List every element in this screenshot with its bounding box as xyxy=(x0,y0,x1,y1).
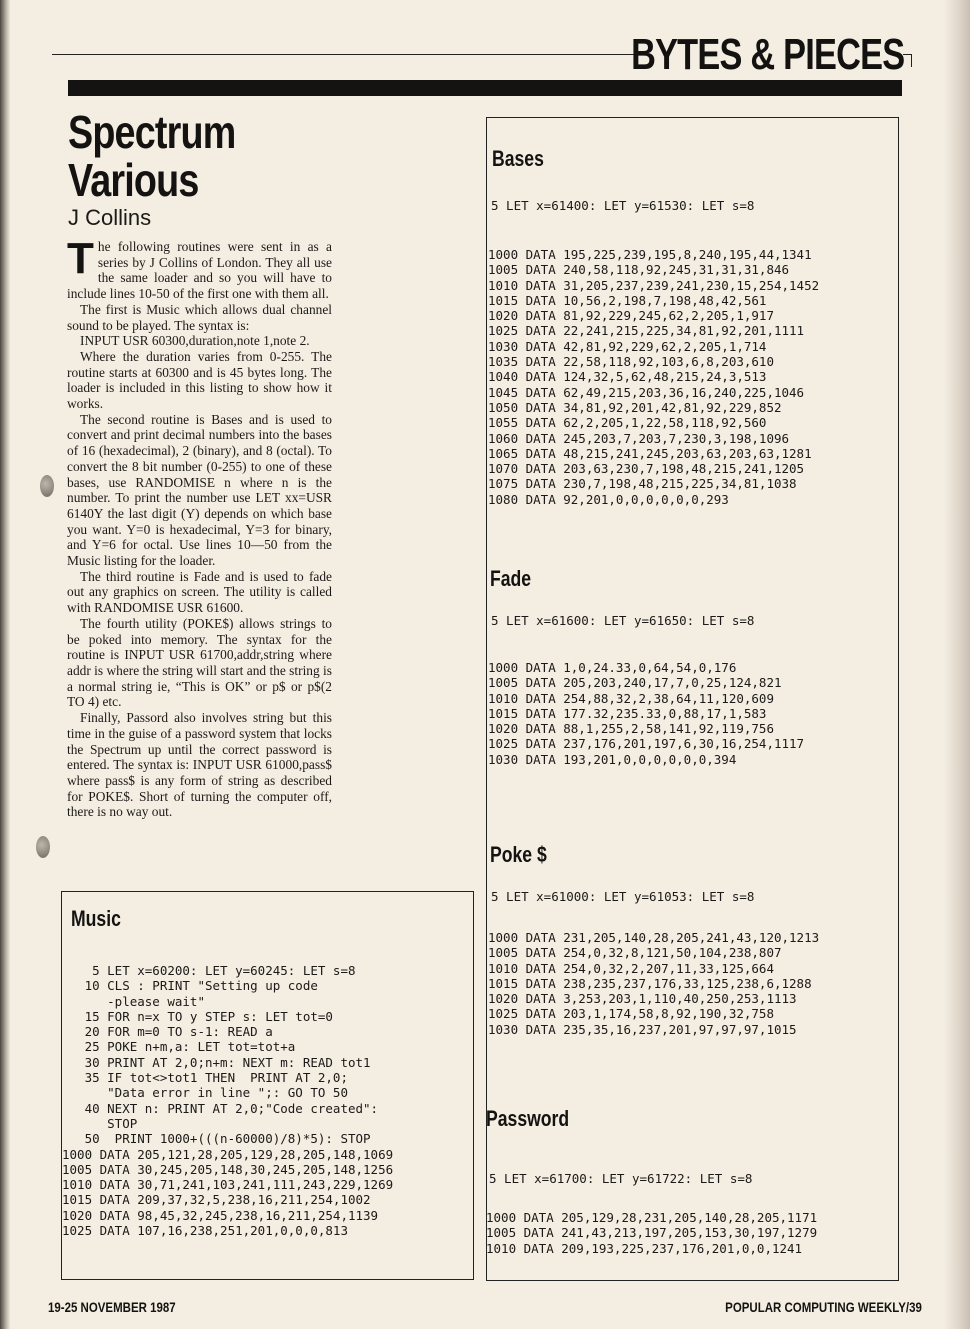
bases-listing-code: 1000 DATA 195,225,239,195,8,240,195,44,1341 1005 DATA 240,58,118,92,245,31,31,31,846 1010 DATA 31,205,237,239,241,230,15,254,1452 1015 DATA 10,56,2,198,7,198,48,42,561 1020 DATA 81,92,229,245,62,2,205,1,917 1025 DATA 22,241,215,225,34,81,92,201,1111 1030 DATA 42,81,92,229,62,2,205,1,714 1035 DATA 22,58,118,92,103,6,8,203,610 1040 DATA 124,32,5,62,48,215,24,3,513 1045 DATA 62,49,215,203,36,16,240,225,1046 1050 DATA 34,81,92,201,42,81,92,229,852 1055 DATA 62,2,205,1,22,58,118,92,560 1060 DATA 245,203,7,203,7,230,3,198,1096 1065 DATA 48,215,241,245,203,63,203,63,1281 1070 DATA 203,63,230,7,198,48,215,241,1205 1075 DATA 230,7,198,48,215,225,34,81,1038 1080 DATA 92,201,0,0,0,0,0,0,293 xyxy=(488,247,820,507)
poke-let-line: 5 LET x=61000: LET y=61053: LET s=8 xyxy=(491,889,755,904)
poke-listing-code: 1000 DATA 231,205,140,28,205,241,43,120,1213 1005 DATA 254,0,32,8,121,50,104,238,807 1010 DATA 254,0,32,2,207,11,33,125,664 1015 DATA 238,235,237,176,33,125,238,6,1288 1020 DATA 3,253,203,1,110,40,250,253,1113 1025 DATA 203,1,174,58,8,92,190,32,758 1030 DATA 235,35,16,237,201,97,97,97,1015 xyxy=(488,930,820,1037)
fade-listing-code: 1000 DATA 1,0,24.33,0,64,54,0,176 1005 DATA 205,203,240,17,7,0,25,124,821 1010 DATA 254,88,32,2,38,64,11,120,609 1015 DATA 177.32,235.33,0,88,17,1,583 1020 DATA 88,1,255,2,58,141,92,119,756 1025 DATA 237,176,201,197,6,30,16,254,1117 1030 DATA 193,201,0,0,0,0,0,0,394 xyxy=(488,660,805,767)
password-listing-title: Password xyxy=(486,1106,570,1131)
drop-cap: T xyxy=(67,234,94,283)
article-title xyxy=(68,108,235,204)
article-title-line1: Spectrum xyxy=(68,106,236,158)
bases-let-line: 5 LET x=61400: LET y=61530: LET s=8 xyxy=(491,198,755,213)
bases-listing-title: Bases xyxy=(492,146,544,171)
article-byline: J Collins xyxy=(68,205,152,230)
article-paragraph: The third routine is Fade and is used to fade out any graphics on screen. The utility is called with RANDOMISE USR 61600. xyxy=(67,568,332,616)
section-header: BYTES & PIECES xyxy=(630,30,904,79)
header-rule-tick xyxy=(903,54,912,67)
page-right-edge xyxy=(944,0,970,1329)
page-left-edge xyxy=(0,0,10,1329)
binder-hole xyxy=(36,836,50,858)
binder-hole xyxy=(40,475,54,497)
article-paragraph: Finally, Passord also involves string but this time in the guise of a password system that locks the Spectrum up until the correct password is entered. The syntax is: INPUT USR 61000,pass$ where pass$ is any form of string as described for POKE$. Short of turning the computer off, there is no way out. xyxy=(67,710,332,820)
header-rule xyxy=(52,54,642,55)
music-listing-title: Music xyxy=(71,906,121,931)
article-paragraph: The first is Music which allows dual channel sound to be played. The syntax is: xyxy=(67,301,332,333)
article-paragraph: The second routine is Bases and is used to convert and print decimal numbers into the bases of 16 (hexadecimal), 2 (binary), and 8 (octal). To convert the 8 bit number (0-255) to one of these bases, use RANDOMISE n where n is the number. To print the number use LET xx=USR 6140Y the last digit (Y) depends on which base you want. Y=0 is hexadecimal, Y=3 for binary, and Y=6 for octal. Use lines 10—50 from the Music listing for the loader. xyxy=(67,411,332,569)
article-paragraph: The following routines were sent in as a series by J Collins of London. They all use the same loader and so you will have to include lines 10-50 of the first one with them all. xyxy=(67,234,332,302)
article-paragraph: Where the duration varies from 0-255. The routine starts at 60300 and is 45 bytes long. The loader is included in this listing to show how it works. xyxy=(67,348,332,412)
article-title-line2: Various xyxy=(68,154,199,206)
music-listing-code: 5 LET x=60200: LET y=60245: LET s=8 10 CLS : PRINT "Setting up code -please wait" 15 FOR n=x TO y STEP s: LET tot=0 20 FOR m=0 TO s-1: READ a 25 POKE n+m,a: LET tot=tot+a 30 PRINT AT 2,0;n+m: NEXT m: READ tot1 35 IF tot<>tot1 THEN PRINT AT 2,0; "Data error in line ";: GO TO 50 40 NEXT n: PRINT AT 2,0;"Code created": STOP 50 PRINT 1000+(((n-60000)/8)*5): STOP 1000 DATA 205,121,28,205,129,28,205,148,1069 1005 DATA 30,245,205,148,30,245,205,148,1256 1010 DATA 30,71,241,103,241,111,243,229,1269 1015 DATA 209,37,32,5,238,16,211,254,1002 1020 DATA 98,45,32,245,238,16,211,254,1139 1025 DATA 107,16,238,251,201,0,0,0,813 xyxy=(62,963,394,1239)
password-let-line: 5 LET x=61700: LET y=61722: LET s=8 xyxy=(489,1171,753,1186)
fade-let-line: 5 LET x=61600: LET y=61650: LET s=8 xyxy=(491,613,755,628)
footer-date: 19-25 NOVEMBER 1987 xyxy=(48,1299,176,1315)
password-listing-code: 1000 DATA 205,129,28,231,205,140,28,205,1171 1005 DATA 241,43,213,197,205,153,30,197,1279 1010 DATA 209,193,225,237,176,201,0,0,1241 xyxy=(486,1210,818,1256)
article-paragraph: The fourth utility (POKE$) allows strings to be poked into memory. The syntax for the routine is INPUT USR 61700,addr,string where addr is where the string will start and the string is a normal string ie, “This is OK” or p$ or p$(2 TO 4) etc. xyxy=(67,615,332,710)
header-bar xyxy=(68,80,902,96)
article-body xyxy=(67,234,332,820)
footer-publication: POPULAR COMPUTING WEEKLY/39 xyxy=(725,1299,922,1315)
article-paragraph: INPUT USR 60300,duration,note 1,note 2. xyxy=(80,333,310,349)
poke-listing-title: Poke $ xyxy=(490,842,547,867)
fade-listing-title: Fade xyxy=(490,566,532,591)
